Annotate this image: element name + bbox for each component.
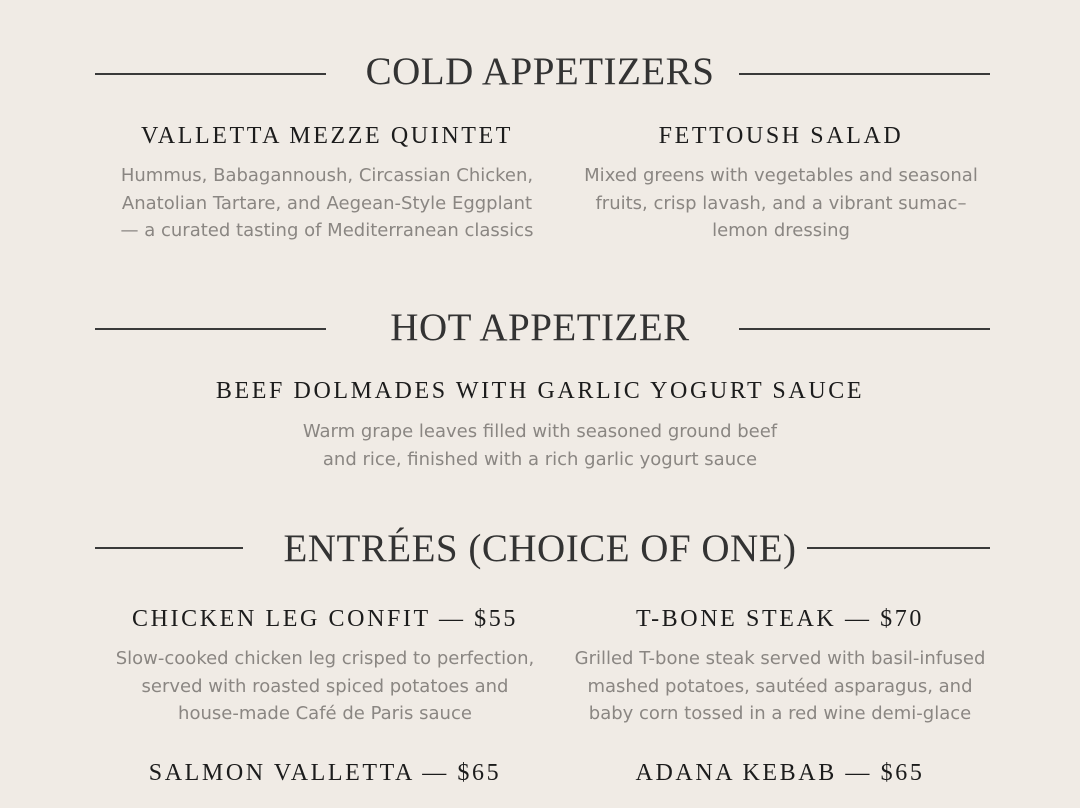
dish-name: ADANA KEBAB — $65 bbox=[635, 760, 925, 786]
dish-name: BEEF DOLMADES WITH GARLIC YOGURT SAUCE bbox=[215, 378, 865, 404]
section-title-cold-appetizers: COLD APPETIZERS bbox=[365, 50, 715, 93]
dish-name: SALMON VALLETTA — $65 bbox=[148, 760, 502, 786]
description-line: — a curated tasting of Mediterranean classics bbox=[120, 220, 534, 241]
description-line: baby corn tossed in a red wine demi-glace bbox=[588, 703, 972, 724]
section-title-hot-appetizer: HOT APPETIZER bbox=[390, 306, 690, 349]
description-line: served with roasted spiced potatoes and bbox=[141, 675, 509, 697]
dish-name: T-BONE STEAK — $70 bbox=[636, 606, 924, 632]
description-line: Slow-cooked chicken leg crisped to perfection, bbox=[115, 648, 535, 669]
section-divider-right bbox=[807, 547, 990, 549]
description-line: and rice, finished with a rich garlic yogurt sauce bbox=[322, 448, 758, 470]
description-line: Hummus, Babagannoush, Circassian Chicken, bbox=[120, 165, 534, 186]
description-line: Warm grape leaves filled with seasoned ground beef bbox=[302, 421, 778, 442]
dish-description bbox=[140, 418, 940, 473]
description-line: house-made Café de Paris sauce bbox=[178, 703, 472, 724]
section-divider-right bbox=[739, 328, 990, 330]
description-line: mashed potatoes, sautéed asparagus, and bbox=[587, 675, 973, 697]
dish-description bbox=[95, 645, 555, 728]
dish-name: CHICKEN LEG CONFIT — $55 bbox=[132, 606, 518, 632]
dish-description bbox=[560, 162, 1002, 245]
description-line: Mixed greens with vegetables and seasonal bbox=[584, 165, 978, 186]
description-line: Grilled T-bone steak served with basil-infused bbox=[574, 648, 986, 669]
description-line: fruits, crisp lavash, and a vibrant sumac– bbox=[595, 192, 967, 214]
description-line: Anatolian Tartare, and Aegean-Style Eggplant bbox=[121, 192, 533, 214]
dish-name: FETTOUSH SALAD bbox=[658, 123, 904, 149]
dish-name: VALLETTA MEZZE QUINTET bbox=[140, 123, 514, 149]
section-title-entrees: ENTRÉES (CHOICE OF ONE) bbox=[283, 527, 797, 570]
section-divider-right bbox=[739, 73, 990, 75]
dish-description bbox=[545, 645, 1015, 728]
dish-description bbox=[97, 162, 557, 245]
description-line: lemon dressing bbox=[712, 220, 850, 241]
